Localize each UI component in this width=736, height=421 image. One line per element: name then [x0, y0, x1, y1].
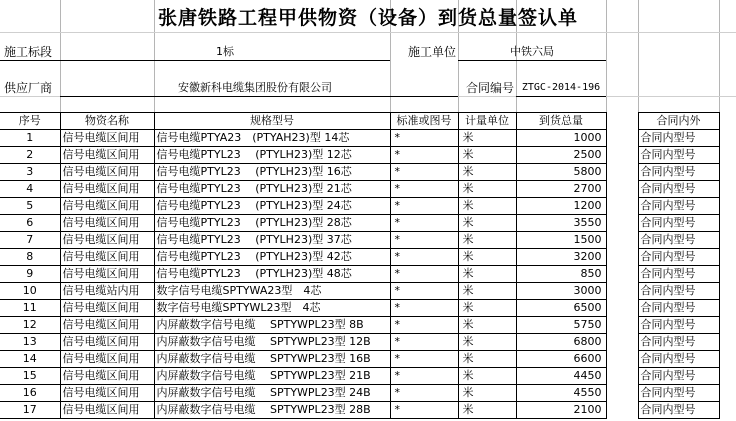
cell-std[interactable]: *	[390, 385, 458, 402]
cell-gap	[606, 215, 638, 232]
cell-unit[interactable]: 米	[458, 249, 516, 266]
cell-no[interactable]: 16	[0, 385, 60, 402]
cell-std[interactable]: *	[390, 130, 458, 147]
cell-spec[interactable]: 信号电缆PTYL23 (PTYLH23)型 37芯	[154, 232, 390, 249]
cell-name[interactable]: 信号电缆区间用	[60, 351, 154, 368]
cell-unit[interactable]: 米	[458, 130, 516, 147]
cell-qty[interactable]: 3000	[516, 283, 606, 300]
cell-name[interactable]: 信号电缆站内用	[60, 283, 154, 300]
cell-std[interactable]: *	[390, 164, 458, 181]
cell-end	[719, 232, 736, 249]
table-row	[0, 283, 736, 300]
cell-end	[719, 317, 736, 334]
cell-std[interactable]: *	[390, 351, 458, 368]
cell-unit[interactable]: 米	[458, 266, 516, 283]
cell-unit[interactable]: 米	[458, 164, 516, 181]
cell-qty[interactable]: 6600	[516, 351, 606, 368]
table-row	[0, 351, 736, 368]
cell-name[interactable]: 信号电缆区间用	[60, 198, 154, 215]
cell-qty[interactable]: 2100	[516, 402, 606, 419]
column-header-name: 物资名称	[60, 113, 154, 130]
cell-std[interactable]: *	[390, 266, 458, 283]
cell-unit[interactable]: 米	[458, 283, 516, 300]
cell-no[interactable]: 10	[0, 283, 60, 300]
cell-unit[interactable]: 米	[458, 368, 516, 385]
column-header-unit: 计量单位	[458, 113, 516, 130]
cell-name[interactable]: 信号电缆区间用	[60, 249, 154, 266]
cell-gap	[606, 317, 638, 334]
cell-end	[719, 368, 736, 385]
cell-end	[719, 164, 736, 181]
cell-note[interactable]: 合同内型号	[638, 164, 719, 181]
cell-std[interactable]: *	[390, 181, 458, 198]
cell-qty[interactable]: 850	[516, 266, 606, 283]
cell-gap	[606, 232, 638, 249]
cell-qty[interactable]: 4450	[516, 368, 606, 385]
cell-std[interactable]: *	[390, 317, 458, 334]
cell-name[interactable]: 信号电缆区间用	[60, 402, 154, 419]
cell-qty[interactable]: 1200	[516, 198, 606, 215]
table-row	[0, 147, 736, 164]
column-header-no: 序号	[0, 113, 60, 130]
cell-unit[interactable]: 米	[458, 300, 516, 317]
cell-no[interactable]: 4	[0, 181, 60, 198]
contract-value[interactable]: ZTGC-2014-196	[521, 82, 601, 93]
table-row	[0, 368, 736, 385]
cell-no[interactable]: 1	[0, 130, 60, 147]
section-underline	[0, 60, 390, 61]
cell-qty[interactable]: 5750	[516, 317, 606, 334]
cell-unit[interactable]: 米	[458, 351, 516, 368]
cell-unit[interactable]: 米	[458, 317, 516, 334]
cell-end	[719, 147, 736, 164]
table-row	[0, 164, 736, 181]
cell-name[interactable]: 信号电缆区间用	[60, 368, 154, 385]
cell-note[interactable]: 合同内型号	[638, 334, 719, 351]
cell-name[interactable]: 信号电缆区间用	[60, 232, 154, 249]
cell-spec[interactable]: 信号电缆PTYL23 (PTYLH23)型 12芯	[154, 147, 390, 164]
cell-spec[interactable]: 信号电缆PTYL23 (PTYLH23)型 28芯	[154, 215, 390, 232]
cell-end	[719, 215, 736, 232]
cell-qty[interactable]: 6800	[516, 334, 606, 351]
cell-unit[interactable]: 米	[458, 385, 516, 402]
cell-name[interactable]: 信号电缆区间用	[60, 181, 154, 198]
table-header-row	[0, 113, 736, 130]
cell-note[interactable]: 合同内型号	[638, 368, 719, 385]
cell-no[interactable]: 11	[0, 300, 60, 317]
cell-std[interactable]: *	[390, 368, 458, 385]
cell-note[interactable]: 合同内型号	[638, 266, 719, 283]
cell-qty[interactable]: 1000	[516, 130, 606, 147]
cell-note[interactable]: 合同内型号	[638, 198, 719, 215]
cell-std[interactable]: *	[390, 300, 458, 317]
cell-note[interactable]: 合同内型号	[638, 283, 719, 300]
delivery-table	[0, 112, 736, 419]
table-row	[0, 249, 736, 266]
cell-no[interactable]: 7	[0, 232, 60, 249]
unit-underline	[458, 60, 606, 61]
cell-gap	[606, 368, 638, 385]
cell-name[interactable]: 信号电缆区间用	[60, 385, 154, 402]
cell-note[interactable]: 合同内型号	[638, 147, 719, 164]
table-row	[0, 198, 736, 215]
cell-spec[interactable]: 信号电缆PTYL23 (PTYLH23)型 16芯	[154, 164, 390, 181]
cell-spec[interactable]: 信号电缆PTYL23 (PTYLH23)型 24芯	[154, 198, 390, 215]
cell-name[interactable]: 信号电缆区间用	[60, 300, 154, 317]
cell-std[interactable]: *	[390, 334, 458, 351]
cell-end	[719, 385, 736, 402]
cell-spec[interactable]: 信号电缆PTYL23 (PTYLH23)型 42芯	[154, 249, 390, 266]
cell-end	[719, 334, 736, 351]
column-header-spec: 规格型号	[154, 113, 390, 130]
cell-gap	[606, 385, 638, 402]
cell-std[interactable]: *	[390, 402, 458, 419]
cell-end	[719, 351, 736, 368]
cell-end	[719, 198, 736, 215]
cell-name[interactable]: 信号电缆区间用	[60, 266, 154, 283]
cell-unit[interactable]: 米	[458, 198, 516, 215]
cell-unit[interactable]: 米	[458, 334, 516, 351]
cell-gap	[606, 249, 638, 266]
cell-no[interactable]: 17	[0, 402, 60, 419]
cell-name[interactable]: 信号电缆区间用	[60, 317, 154, 334]
cell-spec[interactable]: 内屏蔽数字信号电缆 SPTYWPL23型 16B	[154, 351, 390, 368]
cell-no[interactable]: 13	[0, 334, 60, 351]
cell-std[interactable]: *	[390, 215, 458, 232]
cell-note[interactable]: 合同内型号	[638, 402, 719, 419]
cell-note[interactable]: 合同内型号	[638, 317, 719, 334]
cell-note[interactable]: 合同内型号	[638, 385, 719, 402]
cell-std[interactable]: *	[390, 147, 458, 164]
cell-name[interactable]: 信号电缆区间用	[60, 215, 154, 232]
contract-label: 合同编号	[466, 81, 515, 95]
table-row	[0, 300, 736, 317]
unit-value[interactable]: 中铁六局	[510, 45, 554, 58]
table-row	[0, 317, 736, 334]
cell-note[interactable]: 合同内型号	[638, 232, 719, 249]
cell-name[interactable]: 信号电缆区间用	[60, 164, 154, 181]
table-row	[0, 181, 736, 198]
cell-spec[interactable]: 内屏蔽数字信号电缆 SPTYWPL23型 8B	[154, 317, 390, 334]
cell-gap	[606, 164, 638, 181]
cell-unit[interactable]: 米	[458, 147, 516, 164]
cell-unit[interactable]: 米	[458, 181, 516, 198]
cell-spec[interactable]: 信号电缆PTYA23 (PTYAH23)型 14芯	[154, 130, 390, 147]
cell-std[interactable]: *	[390, 198, 458, 215]
grid-line	[0, 32, 736, 33]
table-row	[0, 215, 736, 232]
cell-gap	[606, 334, 638, 351]
cell-qty[interactable]: 1500	[516, 232, 606, 249]
cell-spec[interactable]: 内屏蔽数字信号电缆 SPTYWPL23型 28B	[154, 402, 390, 419]
cell-no[interactable]: 5	[0, 198, 60, 215]
contract-underline	[516, 96, 606, 97]
column-header-std: 标准或图号	[390, 113, 458, 130]
cell-no[interactable]: 15	[0, 368, 60, 385]
cell-spec[interactable]: 数字信号电缆SPTYWA23型 4芯	[154, 283, 390, 300]
cell-std[interactable]: *	[390, 249, 458, 266]
cell-gap	[606, 300, 638, 317]
cell-no[interactable]: 8	[0, 249, 60, 266]
cell-note[interactable]: 合同内型号	[638, 215, 719, 232]
cell-note[interactable]: 合同内型号	[638, 181, 719, 198]
cell-spec[interactable]: 内屏蔽数字信号电缆 SPTYWPL23型 24B	[154, 385, 390, 402]
cell-end	[719, 181, 736, 198]
cell-no[interactable]: 14	[0, 351, 60, 368]
cell-qty[interactable]: 6500	[516, 300, 606, 317]
cell-note[interactable]: 合同内型号	[638, 249, 719, 266]
cell-gap	[606, 130, 638, 147]
cell-gap	[606, 198, 638, 215]
cell-note[interactable]: 合同内型号	[638, 300, 719, 317]
cell-gap	[606, 351, 638, 368]
cell-end	[719, 130, 736, 147]
cell-qty[interactable]: 3200	[516, 249, 606, 266]
cell-gap	[606, 266, 638, 283]
column-header-note: 合同内外	[638, 113, 719, 130]
cell-qty[interactable]: 5800	[516, 164, 606, 181]
supplier-underline	[60, 96, 458, 97]
cell-no[interactable]: 9	[0, 266, 60, 283]
cell-gap	[606, 147, 638, 164]
cell-end	[719, 402, 736, 419]
cell-end	[719, 249, 736, 266]
cell-name[interactable]: 信号电缆区间用	[60, 147, 154, 164]
cell-end	[719, 283, 736, 300]
cell-qty[interactable]: 2700	[516, 181, 606, 198]
cell-gap	[606, 402, 638, 419]
cell-spec[interactable]: 内屏蔽数字信号电缆 SPTYWPL23型 21B	[154, 368, 390, 385]
column-end	[719, 113, 736, 130]
cell-no[interactable]: 6	[0, 215, 60, 232]
table-row	[0, 385, 736, 402]
cell-no[interactable]: 12	[0, 317, 60, 334]
cell-note[interactable]: 合同内型号	[638, 130, 719, 147]
section-value[interactable]: 1标	[216, 45, 234, 58]
supplier-label: 供应厂商	[4, 81, 53, 95]
cell-no[interactable]: 3	[0, 164, 60, 181]
cell-no[interactable]: 2	[0, 147, 60, 164]
cell-name[interactable]: 信号电缆区间用	[60, 130, 154, 147]
cell-gap	[606, 283, 638, 300]
cell-qty[interactable]: 3550	[516, 215, 606, 232]
cell-gap	[606, 181, 638, 198]
document-title: 张唐铁路工程甲供物资（设备）到货总量签认单	[157, 7, 578, 29]
table-row	[0, 334, 736, 351]
cell-std[interactable]: *	[390, 232, 458, 249]
cell-name[interactable]: 信号电缆区间用	[60, 334, 154, 351]
cell-end	[719, 300, 736, 317]
table-row	[0, 402, 736, 419]
cell-note[interactable]: 合同内型号	[638, 351, 719, 368]
cell-spec[interactable]: 信号电缆PTYL23 (PTYLH23)型 21芯	[154, 181, 390, 198]
table-row	[0, 130, 736, 147]
cell-unit[interactable]: 米	[458, 402, 516, 419]
cell-end	[719, 266, 736, 283]
cell-spec[interactable]: 数字信号电缆SPTYWL23型 4芯	[154, 300, 390, 317]
cell-spec[interactable]: 内屏蔽数字信号电缆 SPTYWPL23型 12B	[154, 334, 390, 351]
cell-std[interactable]: *	[390, 283, 458, 300]
cell-spec[interactable]: 信号电缆PTYL23 (PTYLH23)型 48芯	[154, 266, 390, 283]
cell-qty[interactable]: 4550	[516, 385, 606, 402]
column-gap	[606, 113, 638, 130]
supplier-value[interactable]: 安徽新科电缆集团股份有限公司	[178, 81, 332, 94]
cell-qty[interactable]: 2500	[516, 147, 606, 164]
section-label: 施工标段	[4, 45, 53, 59]
table-row	[0, 266, 736, 283]
column-header-qty: 到货总量	[516, 113, 606, 130]
table-row	[0, 232, 736, 249]
unit-label: 施工单位	[408, 45, 457, 59]
cell-unit[interactable]: 米	[458, 215, 516, 232]
cell-unit[interactable]: 米	[458, 232, 516, 249]
